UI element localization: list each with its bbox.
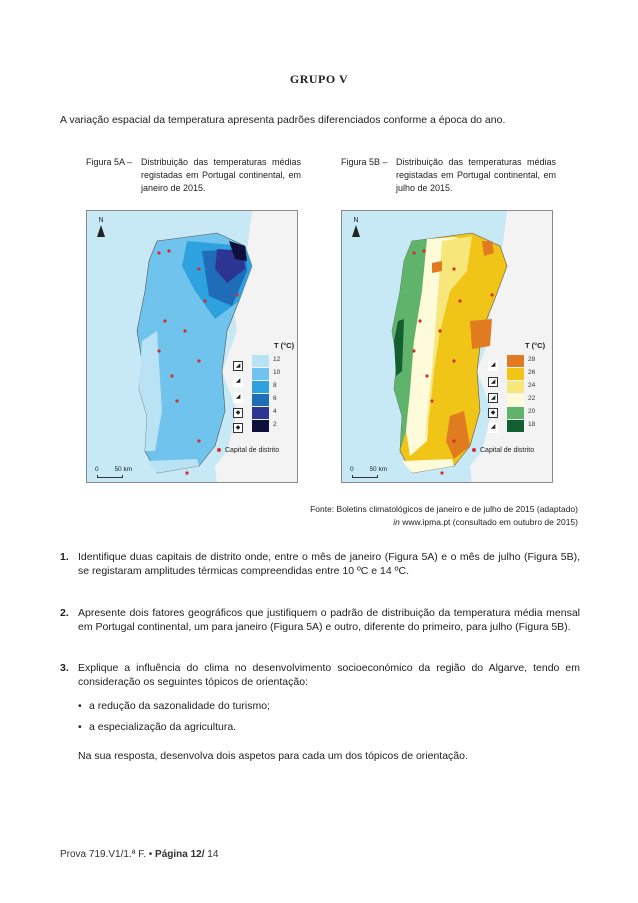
question-3-text: Explique a influência do clima no desenvolvimento socioeconómico da região do Algarve, tendo em consideração os seguintes tópicos de orientação: [78, 662, 580, 688]
legend-tick-b-1: 28 [528, 356, 536, 363]
legend-swatch-a-6 [252, 420, 269, 432]
location-symbol-icon: ◢ [233, 393, 243, 403]
north-arrow-icon [352, 225, 360, 237]
legend-capital-a [217, 447, 279, 454]
scale-zero-a: 0 [95, 466, 99, 473]
location-symbol-icon: ◢ [233, 377, 243, 387]
question-2-number: 2. [60, 607, 69, 619]
legend-tick-b-5: 20 [528, 408, 536, 415]
legend-tick-a-1: 12 [273, 356, 281, 363]
location-symbol-icon: ◆ [488, 408, 498, 418]
question-3-tail: Na sua resposta, desenvolva dois aspetos para cada um dos tópicos de orientação. [78, 750, 468, 762]
legend-swatch-b-3 [507, 381, 524, 393]
figure-5a-label: Figura 5A – [86, 157, 133, 167]
legend-swatch-a-3 [252, 381, 269, 393]
legend-title-b: T (°C) [525, 341, 546, 350]
location-symbol-icon: ◆ [233, 408, 243, 418]
scale-km-b: 50 km [369, 466, 388, 473]
legend-title-a: T (°C) [274, 341, 295, 350]
north-label-a: N [98, 217, 104, 224]
legend-capital-label-a: Capital de distrito [225, 447, 280, 454]
location-symbol-icon: ◢ [488, 377, 498, 387]
legend-tick-b-6: 18 [528, 421, 536, 428]
location-symbol-icon: ◢ [488, 423, 498, 433]
footer-page: Página 12/ [155, 849, 205, 860]
source-line-2 [310, 516, 578, 529]
question-2 [60, 606, 580, 634]
map-january [86, 210, 298, 483]
location-symbol-icon: ◢ [488, 361, 498, 371]
scale-a [95, 466, 132, 473]
north-arrow-a [95, 217, 107, 237]
page-footer [60, 849, 218, 860]
legend-tick-a-4: 6 [273, 395, 277, 402]
legend-swatch-b-4 [507, 394, 524, 406]
north-arrow-icon [97, 225, 105, 237]
question-3-bullet-2 [78, 721, 236, 733]
legend-tick-a-3: 8 [273, 382, 277, 389]
legend-swatch-a-1 [252, 355, 269, 367]
north-label-b: N [353, 217, 359, 224]
source-in: in [393, 517, 400, 527]
location-symbol-icon: ◢ [488, 393, 498, 403]
legend-swatch-b-1 [507, 355, 524, 367]
question-2-text: Apresente dois fatores geográficos que justifiquem o padrão de distribuição da temperatura média mensal em Portugal continental, um para janeiro (Figura 5A) e outro, diferente do primeiro, para julho (Figura 5B). [78, 607, 580, 633]
figure-5a-caption-text: Distribuição das temperaturas médias registadas em Portugal continental, em janeiro de 2015. [141, 157, 301, 193]
legend-tick-b-4: 22 [528, 395, 536, 402]
bullet-1-text: a redução da sazonalidade do turismo; [89, 700, 270, 712]
scale-zero-b: 0 [350, 466, 354, 473]
north-arrow-b [350, 217, 362, 237]
scale-km-a: 50 km [114, 466, 133, 473]
footer-total: 14 [207, 849, 219, 860]
legend-capital-label-b: Capital de distrito [480, 447, 535, 454]
map-january-graphic [87, 211, 298, 483]
map-july-graphic [342, 211, 553, 483]
legend-tick-b-3: 24 [528, 382, 536, 389]
page-title: GRUPO V [289, 72, 349, 86]
capital-dot-icon [472, 448, 476, 452]
question-3 [60, 661, 580, 689]
question-3-bullet-1 [78, 700, 270, 712]
question-3-number: 3. [60, 662, 69, 674]
legend-tick-a-6: 2 [273, 421, 277, 428]
scale-bar-b [352, 475, 378, 478]
legend-swatch-a-5 [252, 407, 269, 419]
footer-text: Prova 719.V1/1.ª F. • [60, 849, 153, 860]
map-july [341, 210, 553, 483]
legend-swatch-b-2 [507, 368, 524, 380]
scale-bar-a [97, 475, 123, 478]
legend-swatch-a-2 [252, 368, 269, 380]
location-symbol-icon: ◢ [233, 361, 243, 371]
legend-tick-a-2: 10 [273, 369, 281, 376]
figure-5b-label: Figura 5B – [341, 157, 388, 167]
legend-tick-b-2: 26 [528, 369, 536, 376]
scale-b [350, 466, 387, 473]
intro-text: A variação espacial da temperatura apresenta padrões diferenciados conforme a época do ano. [60, 114, 506, 126]
figure-source [310, 503, 578, 529]
legend-swatch-b-5 [507, 407, 524, 419]
figure-5b-caption-text: Distribuição das temperaturas médias registadas em Portugal continental, em julho de 2015. [396, 157, 556, 193]
capital-dot-icon [217, 448, 221, 452]
legend-swatch-b-6 [507, 420, 524, 432]
bullet-2-text: a especialização da agricultura. [89, 721, 237, 733]
source-url: www.ipma.pt (consultado em outubro de 2015) [399, 517, 578, 527]
location-symbol-icon: ◆ [233, 423, 243, 433]
legend-tick-a-5: 4 [273, 408, 277, 415]
question-1-text: Identifique duas capitais de distrito onde, entre o mês de janeiro (Figura 5A) e o mês de julho (Figura 5B), se registaram amplitudes térmicas compreendidas entre 10 ºC e 14 ºC. [78, 551, 580, 577]
legend-swatch-a-4 [252, 394, 269, 406]
question-1 [60, 550, 580, 578]
legend-capital-b [472, 447, 534, 454]
question-1-number: 1. [60, 551, 69, 563]
source-line-1: Fonte: Boletins climatológicos de janeiro e de julho de 2015 (adaptado) [310, 504, 578, 514]
